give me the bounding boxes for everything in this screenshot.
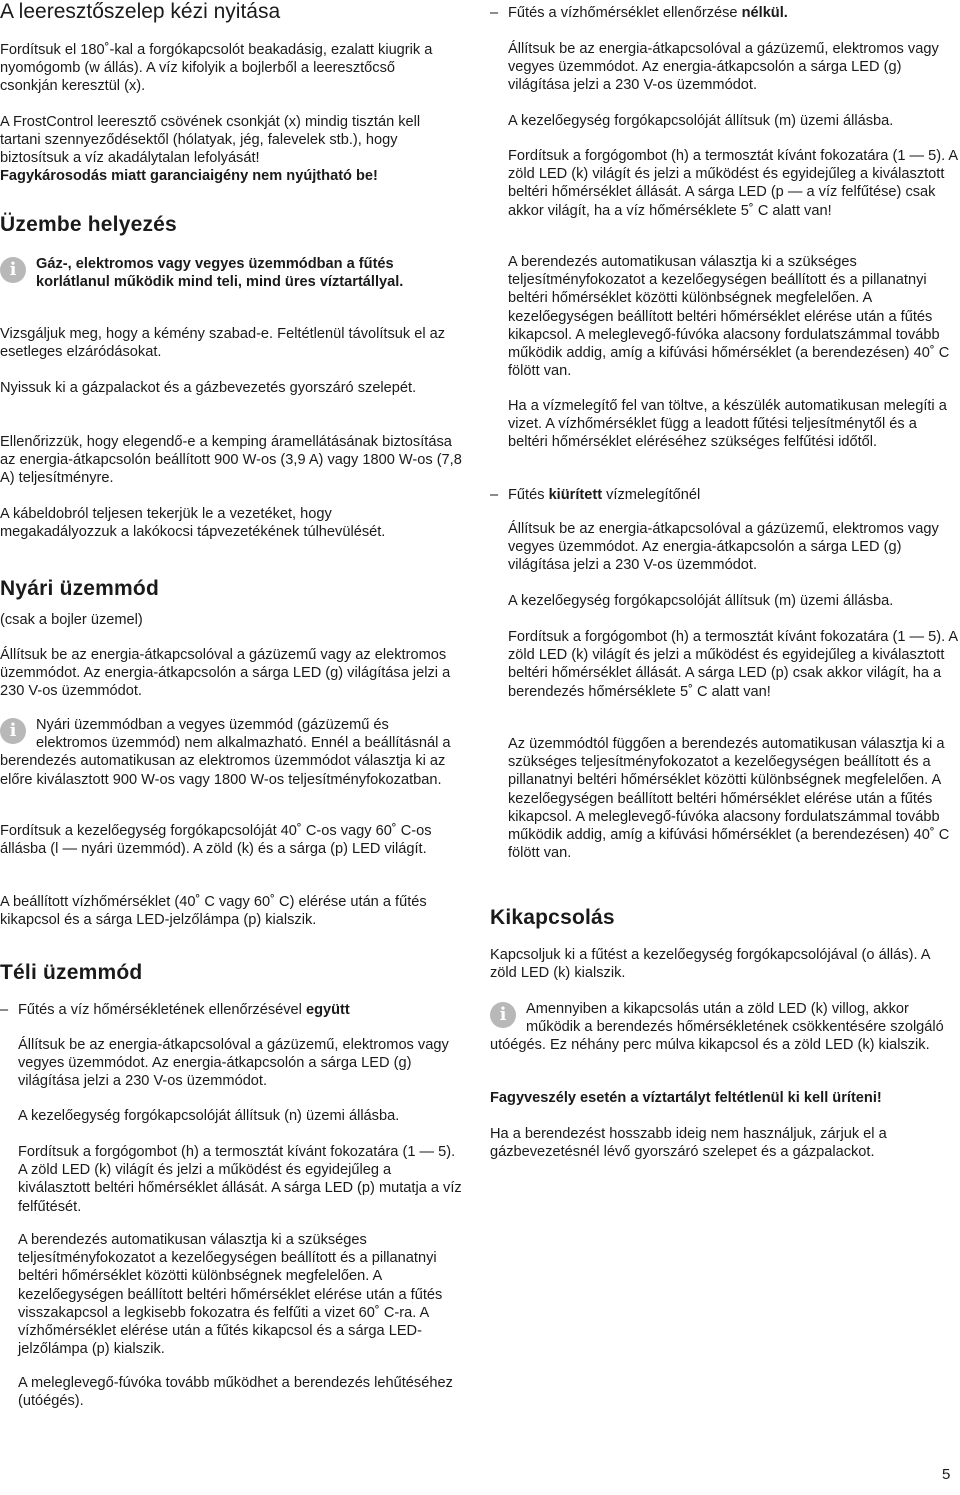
paragraph-chimney: Vizsgáljuk meg, hogy a kémény szabad-e. Feltétlenül távolítsuk el az esetleges elzáródásokat. <box>0 326 446 361</box>
dash-text-empty-pre: Fűtés <box>508 487 549 503</box>
dash-text-empty-post: vízmelegítőnél <box>602 487 701 503</box>
dash-bold-winter: együtt <box>305 1002 350 1018</box>
dash-item-without-check <box>490 4 960 22</box>
section-heading-summer: Nyári üzemmód <box>0 577 159 600</box>
section-heading-startup: Üzembe helyezés <box>0 213 177 236</box>
paragraph-winter-1: Állítsuk be az energia-átkapcsolóval a gázüzemű, elektromos vagy vegyes üzemmódot. Az energia-átkapcsolón a sárga LED (g) világítása jelzi a 230 V-os üzemmódot. <box>18 1037 449 1090</box>
paragraph-summer-2: Fordítsuk a kezelőegység forgókapcsolóját 40˚ C-os vagy 60˚ C-os állásba (l — nyári üzemmód). A zöld (k) és a sárga (p) LED világít. <box>0 823 432 858</box>
summer-subtitle: (csak a bojler üzemel) <box>0 612 143 628</box>
info-icon: i <box>490 1002 516 1028</box>
paragraph-empty-4: Az üzemmódtól függően a berendezés automatikusan választja ki a szükséges teljesítményfokozatot a kezelőegységen beállított és a pillanatnyi beltéri hőmérséklet közötti különbségnek megfelelően. A kezelőegységen beállított beltéri hőmérséklet elérése után a fűtés kikapcsol. A meleglevegő-fúvóka alacsony fordulatszámmal tovább működik addig, amíg a kifúvási hőmérséklet (a berendezésen) 40˚ C fölött van. <box>508 736 950 862</box>
paragraph-valve-2: A FrostControl leeresztő csövének csonkját (x) mindig tisztán kell tartani szennyeződésektől (hólatyak, jég, falevelek stb.), hogy biztosítsuk a víz akadálytalan lefolyását! <box>0 114 421 167</box>
paragraph-empty-2: A kezelőegység forgókapcsolóját állítsuk (m) üzemi állásba. <box>508 593 894 609</box>
dash-text-nocheck: Fűtés a vízhőmérséklet ellenőrzése <box>508 5 742 21</box>
dash-bold-nocheck: nélkül. <box>741 5 788 21</box>
paragraph-nocheck-2: A kezelőegység forgókapcsolóját állítsuk (m) üzemi állásba. <box>508 113 894 129</box>
paragraph-nocheck-4: A berendezés automatikusan választja ki a szükséges teljesítményfokozatot a kezelőegységen beállított és a pillanatnyi beltéri hőmérséklet közötti különbségnek megfelelően. A kezelőegységen beállított beltéri hőmérséklet elérése után a fűtés kikapcsol. A meleglevegő-fúvóka alacsony fordulatszámmal tovább működik addig, amíg a kifúvási hőmérséklet (a berendezésen) 40˚ C fölött van. <box>508 254 950 380</box>
info-note-summer <box>0 716 462 789</box>
paragraph-summer-1: Állítsuk be az energia-átkapcsolóval a gázüzemű vagy az elektromos üzemmódot. Az energia-átkapcsolón a sárga LED (g) világítása jelzi a 230 V-os üzemmódot. <box>0 647 451 700</box>
paragraph-winter-4: A berendezés automatikusan választja ki a szükséges teljesítményfokozatot a kezelőegységen beállított és a pillanatnyi beltéri hőmérséklet közötti különbségnek megfelelően. A kezelőegységen beállított beltéri hőmérséklet elérése után a fűtés visszakapcsol a legkisebb fokozatra és felfűti a vizet 60˚ C-ra. A vízhőmérséklet elérése után a fűtés kikapcsol és a sárga LED-jelzőlámpa (p) kialszik. <box>18 1232 443 1358</box>
paragraph-summer-3: A beállított vízhőmérséklet (40˚ C vagy 60˚ C) elérése után a fűtés kikapcsol és a sárga LED-jelzőlámpa (p) kialszik. <box>0 894 427 929</box>
info-note-switch-off <box>490 1000 960 1055</box>
info-icon: i <box>0 718 26 744</box>
paragraph-off-1: Kapcsoljuk ki a fűtést a kezelőegység forgókapcsolójával (o állás). A zöld LED (k) kialszik. <box>490 947 930 982</box>
paragraph-cable: A kábeldobról teljesen tekerjük le a vezetéket, hogy megakadályozzuk a lakókocsi tápvezetékének túlhevülését. <box>0 506 386 541</box>
paragraph-nocheck-3: Fordítsuk a forgógombot (h) a termosztát kívánt fokozatára (1 — 5). A zöld LED (k) világít és jelzi a működést és egyidejűleg a kiválasztott beltéri hőmérséklet állását. A sárga LED (p — a víz felfűtése) csak akkor világít, ha a víz hőmérséklete 5˚ C alatt van! <box>508 148 958 219</box>
warning-frost-empty-tank: Fagyveszély esetén a víztartályt feltétlenül ki kell üríteni! <box>490 1090 882 1106</box>
dash-item-winter-with-check <box>0 1001 462 1019</box>
paragraph-valve-1: Fordítsuk el 180˚-kal a forgókapcsolót beakadásig, ezalatt kiugrik a nyomógomb (w állás). A víz kifolyik a bojlerből a leeresztőcső csonkján keresztül (x). <box>0 42 433 95</box>
section-heading-drain-valve: A leeresztőszelep kézi nyitása <box>0 0 281 23</box>
paragraph-nocheck-1: Állítsuk be az energia-átkapcsolóval a gázüzemű, elektromos vagy vegyes üzemmódot. Az energia-átkapcsolón a sárga LED (g) világítása jelzi a 230 V-os üzemmódot. <box>508 41 939 94</box>
paragraph-gas: Nyissuk ki a gázpalackot és a gázbevezetés gyorszáró szelepét. <box>0 380 417 396</box>
page-number: 5 <box>942 1466 951 1483</box>
paragraph-winter-3: Fordítsuk a forgógombot (h) a termosztát kívánt fokozatára (1 — 5). A zöld LED (k) világít és jelzi a működést és egyidejűleg a kiválasztott beltéri hőmérséklet állását. A sárga LED (p) mutatja a víz felfűtését. <box>18 1144 462 1215</box>
info-icon: i <box>0 257 26 283</box>
section-heading-switch-off: Kikapcsolás <box>490 906 615 929</box>
dash-bold-empty: kiürített <box>548 487 603 503</box>
section-heading-winter: Téli üzemmód <box>0 961 143 984</box>
dash-text-winter: Fűtés a víz hőmérsékletének ellenőrzésével <box>18 1002 306 1018</box>
info-text-summer: Nyári üzemmódban a vegyes üzemmód (gázüzemű és elektromos üzemmód) nem alkalmazható. Ennél a beállításnál a berendezés automatikusan az elektromos üzemmódot választja ki az előre kiválasztott 900 W-os vagy 1800 W-os teljesítményfokozatban. <box>0 717 451 788</box>
dash-item-empty-heater <box>490 486 960 504</box>
paragraph-off-2: Ha a berendezést hosszabb ideig nem használjuk, zárjuk el a gázbevezetésnél lévő gyorszáró szelepet és a gázpalackot. <box>490 1126 887 1161</box>
info-text-switch-off: Amennyiben a kikapcsolás után a zöld LED (k) villog, akkor működik a berendezés hőmérsékletének csökkentésére szolgáló utóégés. Ez néhány perc múlva kikapcsol és a zöld LED (k) kialszik. <box>490 1001 944 1054</box>
warning-frost-damage: Fagykárosodás miatt garanciaigény nem nyújtható be! <box>0 168 378 184</box>
paragraph-empty-1: Állítsuk be az energia-átkapcsolóval a gázüzemű, elektromos vagy vegyes üzemmódot. Az energia-átkapcsolón a sárga LED (g) világítása jelzi a 230 V-os üzemmódot. <box>508 521 939 574</box>
info-text-startup: Gáz-, elektromos vagy vegyes üzemmódban a fűtés korlátlanul működik mind teli, mind üres víztartállyal. <box>36 256 404 291</box>
paragraph-winter-5: A meleglevegő-fúvóka tovább működhet a berendezés lehűtéséhez (utóégés). <box>18 1375 453 1410</box>
paragraph-winter-2: A kezelőegység forgókapcsolóját állítsuk (n) üzemi állásba. <box>18 1108 400 1124</box>
paragraph-power: Ellenőrizzük, hogy elegendő-e a kemping áramellátásának biztosítása az energia-átkapcsolón beállított 900 W-os (3,9 A) vagy 1800 W-os (7,8 A) teljesítményre. <box>0 434 462 487</box>
paragraph-nocheck-5: Ha a vízmelegítő fel van töltve, a készülék automatikusan melegíti a vizet. A vízhőmérséklet függ a leadott fűtési teljesítménytől és a beltéri hőmérséklet eléréséhez szükséges felfűtési időtől. <box>508 398 947 451</box>
info-note-startup <box>0 255 430 291</box>
paragraph-empty-3: Fordítsuk a forgógombot (h) a termosztát kívánt fokozatára (1 — 5). A zöld LED (k) világít és jelzi a működést és egyidejűleg a kiválasztott beltéri hőmérséklet állását. A sárga LED (p) csak akkor világít, ha a berendezés hőmérséklete 5˚ C alatt van! <box>508 629 958 700</box>
